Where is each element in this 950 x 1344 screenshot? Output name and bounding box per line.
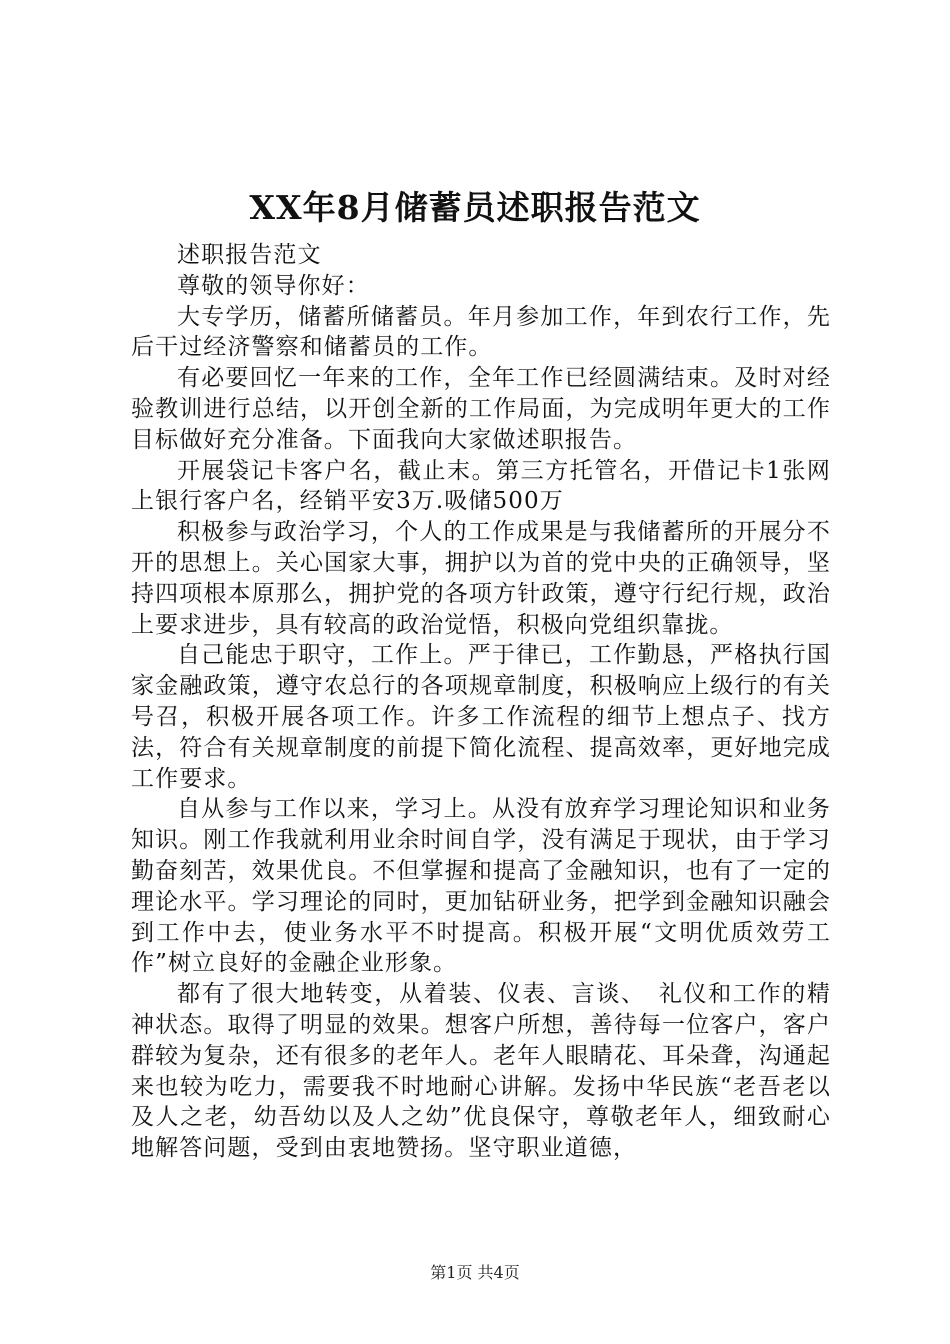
- page-footer: 第1页 共4页: [430, 1263, 520, 1282]
- document-title: XX年8月储蓄员述职报告范文: [249, 188, 701, 227]
- paragraph: 开展袋记卡客户名，截止末。第三方托管名，开借记卡1张网上银行客户名，经销平安3万.吸储500万: [131, 457, 831, 515]
- paragraph-salutation: 尊敬的领导你好：: [177, 272, 370, 299]
- paragraph: 自己能忠于职守，工作上。严于律已，工作勤恳，严格执行国家金融政策，遵守农总行的各项规章制度，积极响应上级行的有关号召，积极开展各项工作。许多工作流程的细节上想点子、找方法，符合有关规章制度的前提下简化流程、提高效率，更好地完成工作要求。: [131, 642, 831, 792]
- paragraph: 大专学历，储蓄所储蓄员。年月参加工作，年到农行工作，先后干过经济警察和储蓄员的工作。: [131, 303, 831, 361]
- paragraph: 自从参与工作以来，学习上。从没有放弃学习理论知识和业务知识。刚工作我就利用业余时间自学，没有满足于现状，由于学习勤奋刻苦，效果优良。不但掌握和提高了金融知识，也有了一定的理论水平。学习理论的同时，更加钻研业务，把学到金融知识融会到工作中去，使业务水平不时提高。积极开展“文明优质效劳工作”树立良好的金融企业形象。: [131, 796, 831, 977]
- document-body: [131, 240, 831, 1164]
- paragraph-subtitle: 述职报告范文: [177, 242, 322, 268]
- paragraph: 都有了很大地转变，从着装、仪表、言谈、 礼仪和工作的精神状态。取得了明显的效果。想客户所想，善待每一位客户，客户群较为复杂，还有很多的老年人。老年人眼睛花、耳朵聋，沟通起来也较为吃力，需要我不时地耐心讲解。发扬中华民族“老吾老以及人之老，幼吾幼以及人之幼”优良保守，尊敬老年人，细致耐心地解答问题，受到由衷地赞扬。坚守职业道德，: [131, 981, 831, 1162]
- paragraph: 积极参与政治学习，个人的工作成果是与我储蓄所的开展分不开的思想上。关心国家大事，拥护以为首的党中央的正确领导，坚持四项根本原那么，拥护党的各项方针政策，遵守行纪行规，政治上要求进步，具有较高的政治觉悟，积极向党组织靠拢。: [131, 519, 831, 638]
- paragraph: 有必要回忆一年来的工作，全年工作已经圆满结束。及时对经验教训进行总结，以开创全新的工作局面，为完成明年更大的工作目标做好充分准备。下面我向大家做述职报告。: [131, 365, 831, 453]
